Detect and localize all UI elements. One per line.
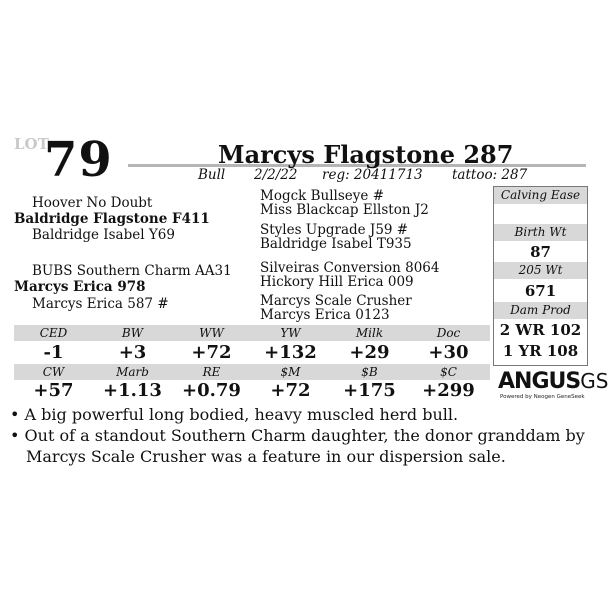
epd-label-cw: CW — [42, 365, 65, 379]
wt205-label: 205 Wt — [494, 262, 587, 279]
epd-value-m: +72 — [270, 380, 311, 401]
dam-prod-1: 2 WR 102 — [499, 321, 582, 339]
epd-label-ced: CED — [39, 326, 68, 340]
epd-value-yw: +132 — [264, 342, 317, 363]
epd-label-re: RE — [202, 365, 221, 379]
epd-value-re: +0.79 — [182, 380, 241, 401]
animal-sex: Bull — [198, 167, 226, 183]
epd-label-yw: YW — [280, 326, 301, 340]
pedigree-r-5: Silveiras Conversion 8064 — [260, 260, 440, 276]
epd-label-milk: Milk — [355, 326, 384, 340]
pedigree-dam-dam: Marcys Erica 587 # — [32, 296, 169, 312]
wt205-value: 671 — [524, 282, 557, 300]
note-2: • Out of a standout Southern Charm daughter, the donor granddam by Marcys Scale Crusher was a feature in our dispersion sale. — [10, 426, 585, 466]
pedigree-r-3: Styles Upgrade J59 # — [260, 222, 409, 238]
animal-name: Marcys Flagstone 287 — [218, 140, 514, 169]
angus-logo-word: ANGUS — [498, 369, 581, 394]
epd-label-c: $C — [440, 365, 457, 379]
epd-label-marb: Marb — [116, 365, 149, 379]
angus-gs-logo — [498, 369, 608, 400]
birth-wt-value: 87 — [530, 243, 551, 261]
note-1: • A big powerful long bodied, heavy muscled herd bull. — [10, 405, 459, 424]
performance-box — [493, 186, 588, 366]
epd-label-m: $M — [280, 365, 301, 379]
epd-value-ced: -1 — [43, 342, 64, 363]
animal-tattoo: tattoo: 287 — [452, 167, 528, 183]
epd-value-bw: +3 — [118, 342, 147, 363]
epd-value-doc: +30 — [428, 342, 469, 363]
animal-dob: 2/2/22 — [254, 167, 298, 183]
epd-label-ww: WW — [199, 326, 224, 340]
pedigree-r-2: Miss Blackcap Ellston J2 — [260, 202, 429, 218]
dam-prod-2: 1 YR 108 — [502, 342, 579, 360]
epd-value-cw: +57 — [33, 380, 74, 401]
epd-label-doc: Doc — [436, 326, 461, 340]
pedigree-sire-dam: Baldridge Isabel Y69 — [32, 227, 175, 243]
epd-value-b: +175 — [343, 380, 396, 401]
pedigree-sire-sire: Hoover No Doubt — [32, 195, 153, 211]
epd-value-c: +299 — [422, 380, 475, 401]
animal-reg: reg: 20411713 — [322, 167, 423, 183]
pedigree-r-1: Mogck Bullseye # — [260, 188, 385, 204]
pedigree-r-8: Marcys Erica 0123 — [260, 307, 390, 323]
pedigree-r-4: Baldridge Isabel T935 — [260, 236, 412, 252]
angus-logo-sub: Powered by Neogen GeneSeek — [500, 394, 585, 400]
pedigree-dam: Marcys Erica 978 — [14, 279, 146, 295]
angus-logo-gs: GS — [580, 369, 608, 393]
lot-notes — [10, 404, 590, 467]
epd-value-marb: +1.13 — [103, 380, 162, 401]
pedigree-r-6: Hickory Hill Erica 009 — [260, 274, 414, 290]
pedigree-dam-sire: BUBS Southern Charm AA31 — [32, 263, 232, 279]
lot-tag: LOT — [14, 135, 49, 153]
epd-label-bw: BW — [121, 326, 144, 340]
calving-ease-label: Calving Ease — [494, 187, 587, 204]
pedigree-sire: Baldridge Flagstone F411 — [14, 211, 210, 227]
birth-wt-label: Birth Wt — [494, 224, 587, 241]
lot-number: 79 — [44, 132, 113, 188]
epd-value-ww: +72 — [191, 342, 232, 363]
epd-label-b: $B — [361, 365, 378, 379]
dam-prod-label: Dam Prod — [494, 302, 587, 319]
epd-value-milk: +29 — [349, 342, 390, 363]
pedigree-r-7: Marcys Scale Crusher — [260, 293, 412, 309]
